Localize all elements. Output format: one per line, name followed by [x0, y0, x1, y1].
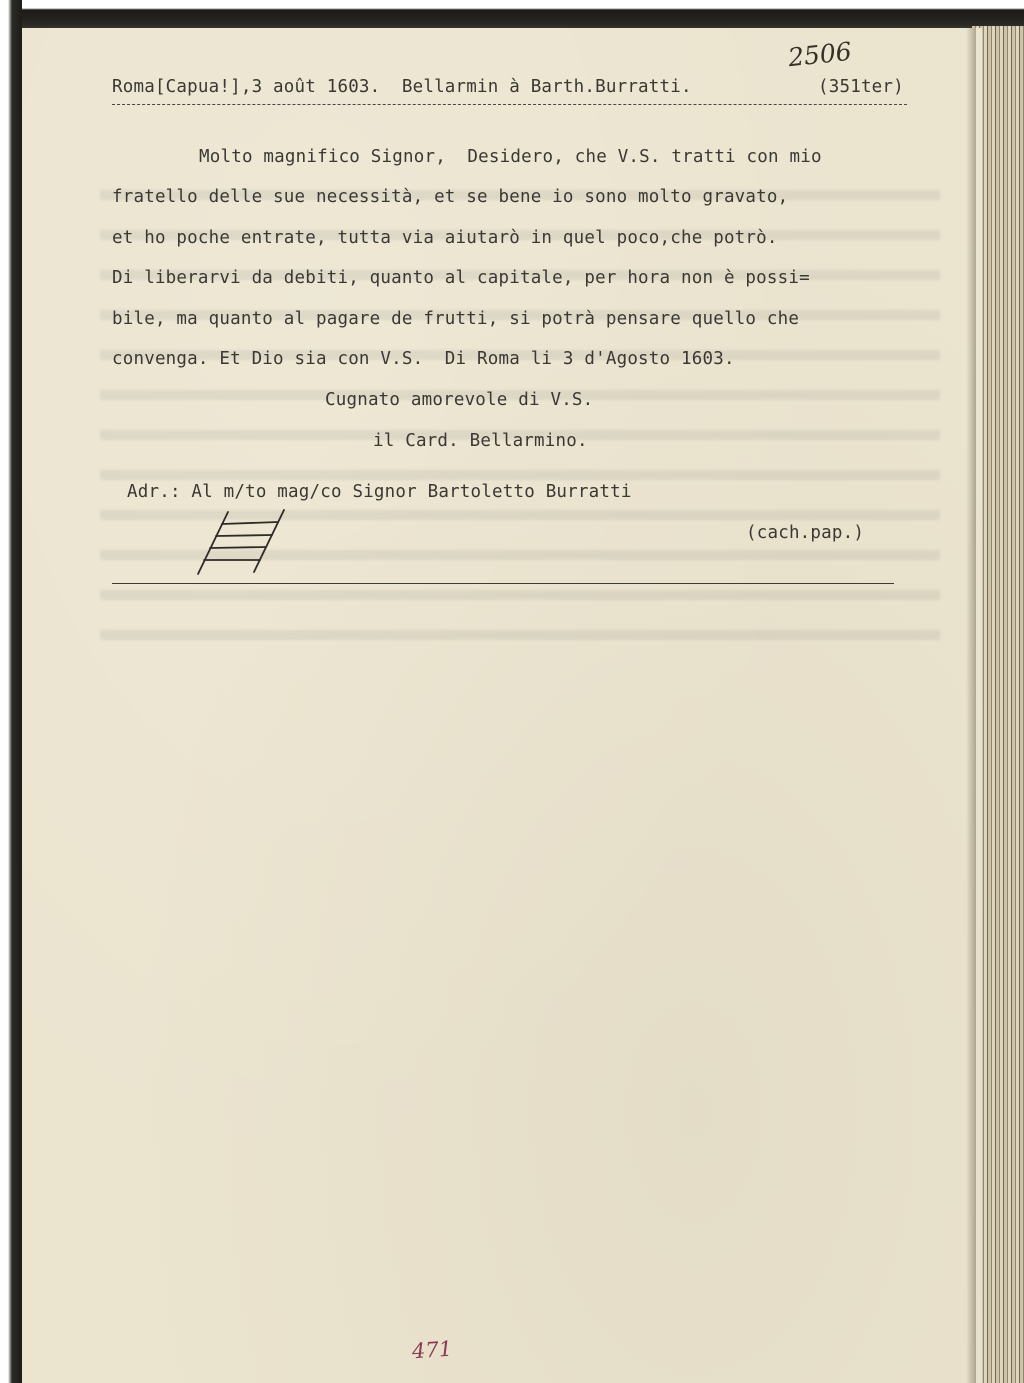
body-line: et ho poche entrate, tutta via aiutarò in quel poco,che potrò.: [112, 228, 778, 248]
signature-line: il Card. Bellarmino.: [373, 431, 588, 451]
address-line: Adr.: Al m/to mag/co Signor Bartoletto Burratti: [127, 482, 632, 502]
scan-top-edge: [0, 0, 1024, 30]
footer-divider: [112, 583, 894, 584]
bleed-through-text: [100, 190, 940, 650]
handwritten-number: 2506: [786, 36, 853, 73]
closing-line: Cugnato amorevole di V.S.: [325, 390, 594, 410]
body-line: Molto magnifico Signor, Desidero, che V.S. tratti con mio: [199, 147, 822, 167]
binding-shadow: [966, 28, 976, 1383]
handwritten-folio: 471: [411, 1336, 453, 1364]
body-line: bile, ma quanto al pagare de frutti, si potrà pensare quello che: [112, 309, 800, 329]
seal-sketch-icon: [192, 506, 292, 578]
header-divider: [112, 104, 907, 105]
seal-note: (cach.pap.): [746, 523, 865, 543]
header-line: Roma[Capua!],3 août 1603. Bellarmin à Barth.Burratti.: [112, 77, 692, 97]
body-line: fratello delle sue necessità, et se bene io sono molto gravato,: [112, 187, 789, 207]
scan-left-edge: [0, 0, 22, 1383]
body-line: convenga. Et Dio sia con V.S. Di Roma li 3 d'Agosto 1603.: [112, 349, 735, 369]
document-number: (351ter): [818, 77, 904, 97]
body-line: Di liberarvi da debiti, quanto al capitale, per hora non è possi=: [112, 268, 810, 288]
